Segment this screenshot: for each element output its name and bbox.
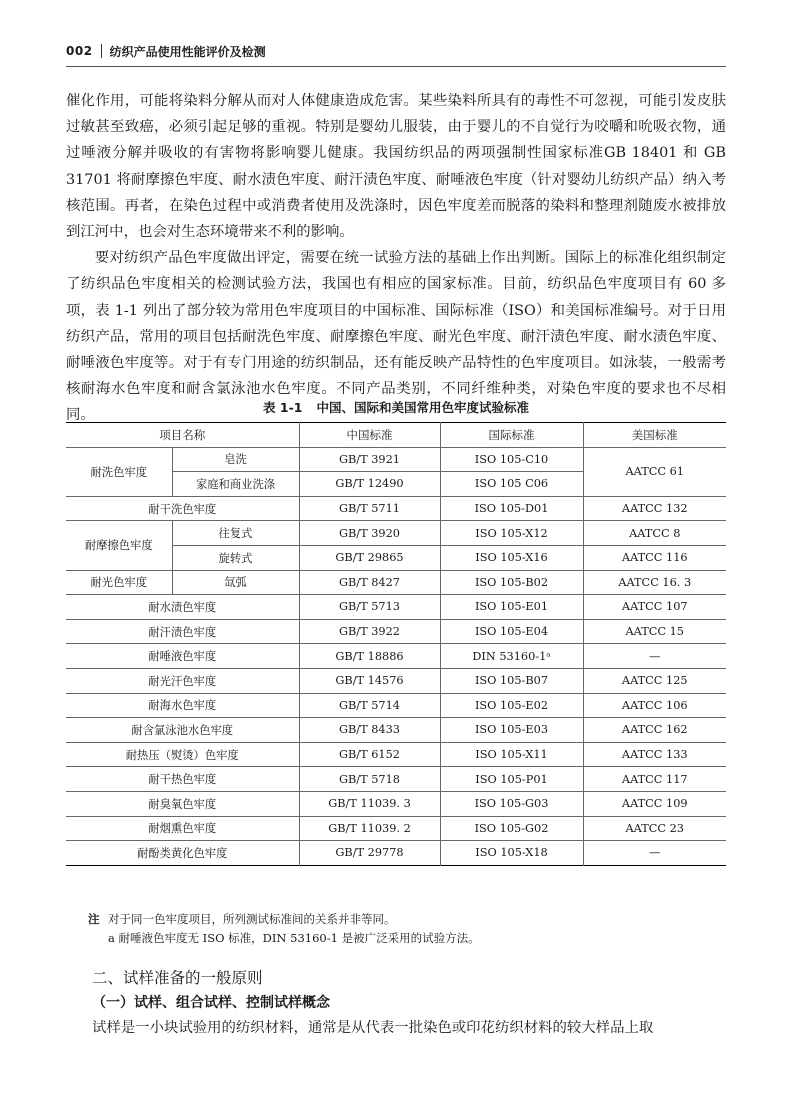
us-standard-cell: — (583, 841, 726, 866)
iso-standard-cell: ISO 105-X18 (440, 841, 583, 866)
iso-standard-cell: ISO 105-D01 (440, 496, 583, 521)
china-standard-cell: GB/T 14576 (299, 668, 440, 693)
table-title: 中国、国际和美国常用色牢度试验标准 (316, 400, 529, 415)
iso-standard-cell: ISO 105-B07 (440, 668, 583, 693)
us-standard-cell: AATCC 8 (583, 521, 726, 546)
iso-standard-cell: ISO 105-E02 (440, 693, 583, 718)
china-standard-cell: GB/T 29865 (299, 545, 440, 570)
china-standard-cell: GB/T 5713 (299, 595, 440, 620)
us-standard-cell: AATCC 61 (583, 447, 726, 496)
iso-standard-cell: ISO 105-X16 (440, 545, 583, 570)
china-standard-cell: GB/T 8433 (299, 718, 440, 743)
china-standard-cell: GB/T 11039. 2 (299, 816, 440, 841)
iso-standard-cell: ISO 105 C06 (440, 472, 583, 497)
china-standard-cell: GB/T 12490 (299, 472, 440, 497)
us-standard-cell: AATCC 125 (583, 668, 726, 693)
header-china-standard: 中国标准 (299, 423, 440, 448)
note-line: 对于同一色牢度项目，所列测试标准间的关系并非等同。 (108, 912, 396, 926)
table-row (66, 767, 726, 792)
section-heading: 二、试样准备的一般原则 (92, 969, 263, 987)
china-standard-cell: GB/T 3921 (299, 447, 440, 472)
china-standard-cell: GB/T 8427 (299, 570, 440, 595)
iso-standard-cell: DIN 53160-1ᵃ (440, 644, 583, 669)
group-cell: 耐洗色牢度 (66, 447, 172, 496)
iso-standard-cell: ISO 105-E03 (440, 718, 583, 743)
table-number: 表 1-1 (263, 400, 303, 415)
item-name-cell: 耐干洗色牢度 (66, 496, 299, 521)
iso-standard-cell: ISO 105-G02 (440, 816, 583, 841)
item-name-cell: 耐热压（熨烫）色牢度 (66, 742, 299, 767)
us-standard-cell: AATCC 16. 3 (583, 570, 726, 595)
table-row (66, 791, 726, 816)
item-name-cell: 耐汗渍色牢度 (66, 619, 299, 644)
table-row (66, 496, 726, 521)
item-name-cell: 耐酚类黄化色牢度 (66, 841, 299, 866)
item-name-cell: 耐海水色牢度 (66, 693, 299, 718)
table-row (66, 693, 726, 718)
table-row (66, 595, 726, 620)
iso-standard-cell: ISO 105-X11 (440, 742, 583, 767)
china-standard-cell: GB/T 11039. 3 (299, 791, 440, 816)
sub-item-cell: 皂洗 (172, 447, 299, 472)
paragraph: 催化作用，可能将染料分解从而对人体健康造成危害。某些染料所具有的毒性不可忽视，可能引发皮肤过敏甚至致癌，必须引起足够的重视。特别是婴幼儿服装，由于婴儿的不自觉行为咬嚼和吮吸衣物，通过唾液分解并吸收的有害物将影响婴儿健康。我国纺织品的两项强制性国家标准GB 18401 和 GB 31701 将耐摩擦色牢度、耐水渍色牢度、耐汗渍色牢度、耐唾液色牢度（针对婴幼儿纺织产品）纳入考核范围。再者，在染色过程中或消费者使用及洗涤时，因色牢度差而脱落的染料和整理剂随废水被排放到江河中，也会对生态环境带来不利的影响。 (66, 93, 726, 241)
note-label: 注 (88, 912, 100, 926)
china-standard-cell: GB/T 5711 (299, 496, 440, 521)
header-rule (66, 66, 726, 67)
table-row (66, 718, 726, 743)
iso-standard-cell: ISO 105-G03 (440, 791, 583, 816)
item-name-cell: 耐唾液色牢度 (66, 644, 299, 669)
us-standard-cell: AATCC 133 (583, 742, 726, 767)
group-cell: 耐摩擦色牢度 (66, 521, 172, 570)
us-standard-cell: AATCC 162 (583, 718, 726, 743)
table-caption (66, 398, 726, 416)
china-standard-cell: GB/T 3922 (299, 619, 440, 644)
iso-standard-cell: ISO 105-E04 (440, 619, 583, 644)
header-divider (101, 44, 102, 58)
item-name-cell: 耐干热色牢度 (66, 767, 299, 792)
table-row (66, 742, 726, 767)
subsection-heading: （一）试样、组合试样、控制试样概念 (92, 995, 330, 1011)
sub-item-cell: 氙弧 (172, 570, 299, 595)
table-row (66, 570, 726, 595)
iso-standard-cell: ISO 105-B02 (440, 570, 583, 595)
china-standard-cell: GB/T 5714 (299, 693, 440, 718)
header-iso-standard: 国际标准 (440, 423, 583, 448)
body-text (66, 88, 726, 429)
us-standard-cell: AATCC 106 (583, 693, 726, 718)
book-title: 纺织产品使用性能评价及检测 (109, 44, 266, 59)
us-standard-cell: AATCC 23 (583, 816, 726, 841)
us-standard-cell: AATCC 132 (583, 496, 726, 521)
us-standard-cell: AATCC 109 (583, 791, 726, 816)
note-footnote: a 耐唾液色牢度无 ISO 标准，DIN 53160-1 是被广泛采用的试验方法。 (108, 931, 480, 945)
china-standard-cell: GB/T 18886 (299, 644, 440, 669)
standards-table (66, 422, 726, 866)
item-name-cell: 耐烟熏色牢度 (66, 816, 299, 841)
table-notes (88, 910, 718, 948)
china-standard-cell: GB/T 3920 (299, 521, 440, 546)
table-row (66, 816, 726, 841)
item-name-cell: 耐臭氧色牢度 (66, 791, 299, 816)
us-standard-cell: AATCC 107 (583, 595, 726, 620)
paragraph: 试样是一小块试验用的纺织材料，通常是从代表一批染色或印花纺织材料的较大样品上取 (92, 1020, 654, 1036)
us-standard-cell: AATCC 117 (583, 767, 726, 792)
sub-item-cell: 旋转式 (172, 545, 299, 570)
us-standard-cell: AATCC 15 (583, 619, 726, 644)
iso-standard-cell: ISO 105-X12 (440, 521, 583, 546)
table-row (66, 521, 726, 546)
table-header-row (66, 423, 726, 448)
us-standard-cell: — (583, 644, 726, 669)
item-name-cell: 耐水渍色牢度 (66, 595, 299, 620)
table-row (66, 644, 726, 669)
header-us-standard: 美国标准 (583, 423, 726, 448)
sub-item-cell: 往复式 (172, 521, 299, 546)
item-name-cell: 耐光汗色牢度 (66, 668, 299, 693)
page-number: 002 (66, 44, 93, 58)
paragraph: 要对纺织产品色牢度做出评定，需要在统一试验方法的基础上作出判断。国际上的标准化组织制定了纺织品色牢度相关的检测试验方法，我国也有相应的国家标准。目前，纺织品色牢度项目有 60 多项，表 1-1 列出了部分较为常用色牢度项目的中国标准、国际标准（ISO）和美国标准编号。对于日用纺织产品，常用的项目包括耐洗色牢度、耐摩擦色牢度、耐光色牢度、耐汗渍色牢度、耐水渍色牢度、耐唾液色牢度等。对于有专门用途的纺织制品，还有能反映产品特性的色牢度项目。如泳装，一般需考核耐海水色牢度和耐含氯泳池水色牢度。不同产品类别，不同纤维种类，对染色牢度的要求也不尽相同。 (66, 250, 726, 424)
iso-standard-cell: ISO 105-E01 (440, 595, 583, 620)
table-row (66, 619, 726, 644)
iso-standard-cell: ISO 105-C10 (440, 447, 583, 472)
china-standard-cell: GB/T 6152 (299, 742, 440, 767)
table-row (66, 841, 726, 866)
sub-item-cell: 家庭和商业洗涤 (172, 472, 299, 497)
china-standard-cell: GB/T 5718 (299, 767, 440, 792)
china-standard-cell: GB/T 29778 (299, 841, 440, 866)
item-name-cell: 耐含氯泳池水色牢度 (66, 718, 299, 743)
iso-standard-cell: ISO 105-P01 (440, 767, 583, 792)
us-standard-cell: AATCC 116 (583, 545, 726, 570)
table-row (66, 447, 726, 472)
running-header (66, 38, 726, 64)
table-row (66, 668, 726, 693)
group-cell: 耐光色牢度 (66, 570, 172, 595)
header-item-name: 项目名称 (66, 423, 299, 448)
